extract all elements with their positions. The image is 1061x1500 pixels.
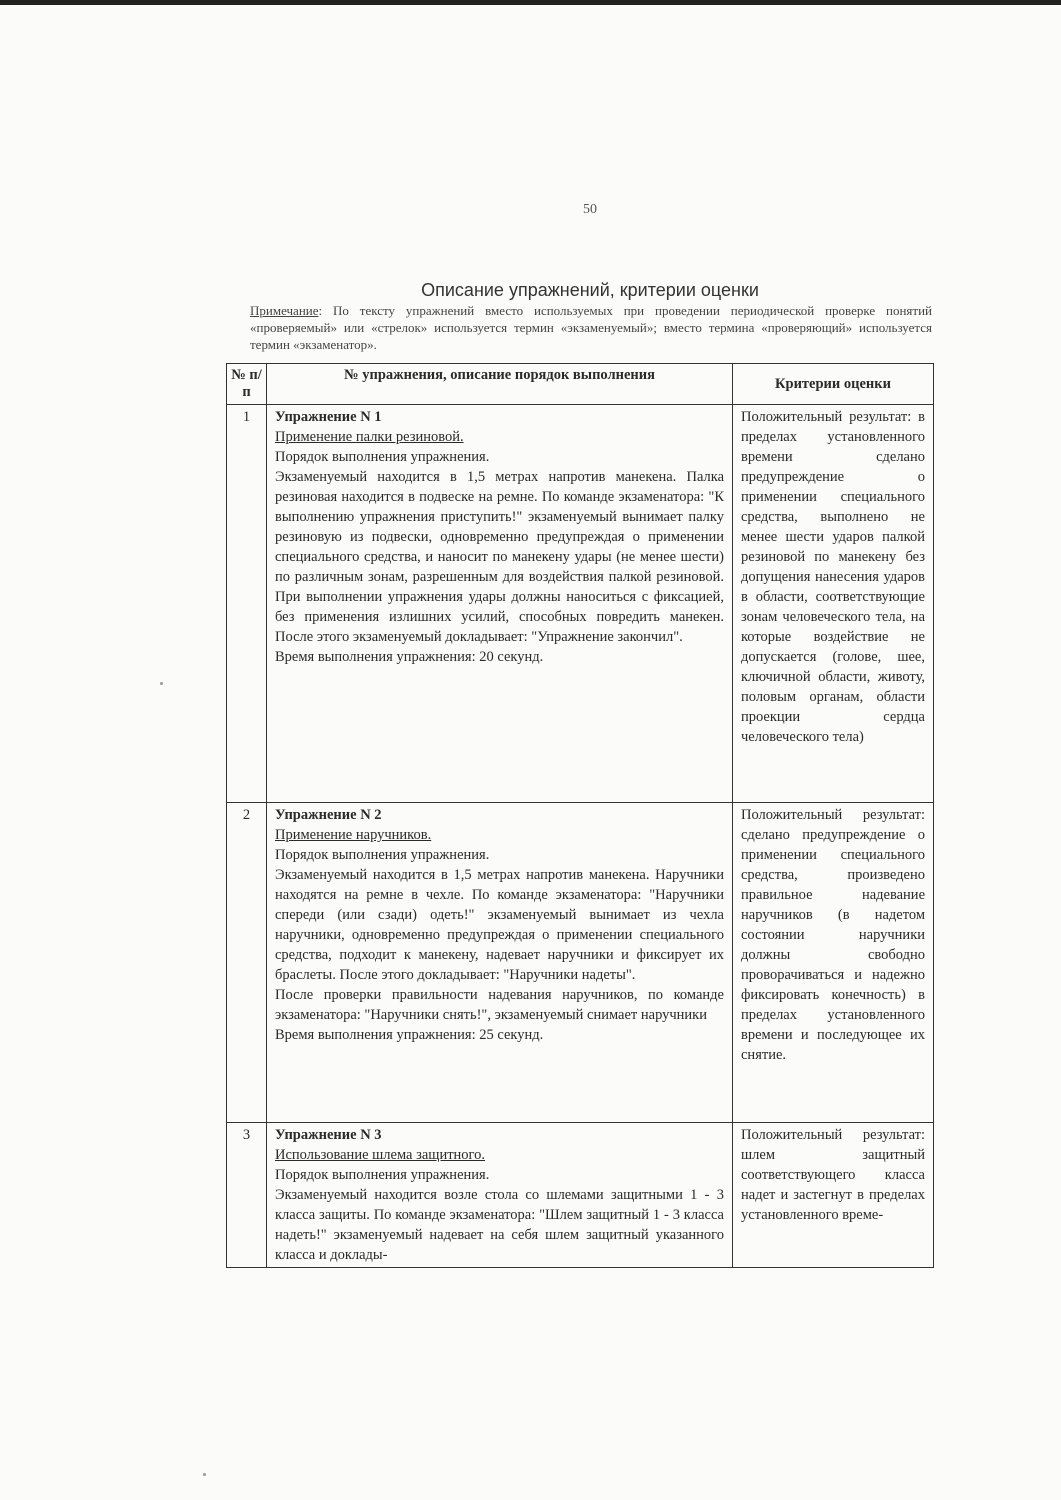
exercise-description [267, 803, 733, 1123]
exercise-subtitle: Применение наручников. [275, 827, 432, 843]
exercise-text: Экзаменуемый находится возле стола со шлемами защитными 1 - 3 класса защиты. По команде экзаменатора: "Шлем защитный 1 - 3 класса надеть!" экзаменуемый надевает на себя шлем защитный указанного класса и доклады- [275, 1187, 724, 1263]
exercise-time: Время выполнения упражнения: 20 секунд. [275, 649, 544, 665]
scan-speck [203, 1473, 206, 1476]
exercise-order-label: Порядок выполнения упражнения. [275, 847, 490, 863]
exercise-title: Упражнение N 3 [275, 1127, 382, 1143]
scan-edge [0, 0, 1061, 5]
header-description: № упражнения, описание порядок выполнения [267, 364, 733, 405]
exercise-criteria: Положительный результат: в пределах установленного времени сделано предупреждение о применении специального средства, выполнено не менее шести ударов палкой резиновой по манекену без допущения нанесения ударов в области, соответствующие зонам человеческого тела, на которые воздействие не допускается (голове, шее, ключичной области, животу, половым органам, области проекции сердца человеческого тела) [733, 405, 934, 803]
exercise-order-label: Порядок выполнения упражнения. [275, 449, 490, 465]
exercise-criteria: Положительный результат: шлем защитный соответствующего класса надет и застегнут в пределах установленного време- [733, 1123, 934, 1268]
page-title: Описание упражнений, критерии оценки [421, 280, 759, 300]
row-number: 3 [227, 1123, 267, 1268]
row-number: 2 [227, 803, 267, 1123]
exercise-description [267, 405, 733, 803]
scan-speck [160, 682, 163, 685]
table-row [227, 405, 934, 803]
table-row [227, 803, 934, 1123]
table-row [227, 1123, 934, 1268]
exercise-subtitle: Использование шлема защитного. [275, 1147, 486, 1163]
exercise-criteria: Положительный результат: сделано предупреждение о применении специального средства, произведено правильное надевание наручников (в надетом состоянии наручники должны свободно проворачиваться и надежно фиксировать конечность) в пределах установленного времени и последующее их снятие. [733, 803, 934, 1123]
exercise-order-label: Порядок выполнения упражнения. [275, 1167, 490, 1183]
row-number: 1 [227, 405, 267, 803]
exercise-description [267, 1123, 733, 1268]
exercise-time: Время выполнения упражнения: 25 секунд. [275, 1027, 544, 1043]
exercise-subtitle: Применение палки резиновой. [275, 429, 464, 445]
page-number: 50 [583, 202, 597, 217]
exercises-table [226, 363, 934, 1268]
exercise-text: Экзаменуемый находится в 1,5 метрах напротив манекена. Палка резиновая находится в подвеске на ремне. По команде экзаменатора: "К выполнению упражнения приступить!" экзаменуемый вынимает палку резиновую из подвески, одновременно предупреждая о применении специального средства, и наносит по манекену удары (не менее шести) по различным зонам, разрешенным для воздействия палкой резиновой. При выполнении упражнения удары должны наноситься с фиксацией, без применения излишних усилий, способных повредить манекен. После этого экзаменуемый докладывает: "Упражнение закончил". [275, 469, 724, 645]
note-paragraph [250, 302, 932, 353]
exercise-title: Упражнение N 1 [275, 409, 382, 425]
table-header-row [227, 364, 934, 405]
exercise-text-continued: После проверки правильности надевания наручников, по команде экзаменатора: "Наручники снять!", экзаменуемый снимает наручники [275, 987, 724, 1023]
note-text: : По тексту упражнений вместо используемых при проведении периодической проверке понятий «проверяемый» или «стрелок» используется термин «экзаменуемый»; вместо термина «проверяющий» используется термин «экзаменатор». [250, 303, 932, 352]
exercise-title: Упражнение N 2 [275, 807, 382, 823]
header-num: № п/п [227, 364, 267, 405]
exercise-text: Экзаменуемый находится в 1,5 метрах напротив манекена. Наручники находятся на ремне в чехле. По команде экзаменатора: "Наручники спереди (или сзади) одеть!" экзаменуемый вынимает из чехла наручники, одновременно предупреждая о применении специального средства, подходит к манекену, надевает наручники и фиксирует их браслеты. После этого докладывает: "Наручники надеты". [275, 867, 724, 983]
note-label: Примечание [250, 303, 319, 318]
header-criteria: Критерии оценки [733, 364, 934, 405]
